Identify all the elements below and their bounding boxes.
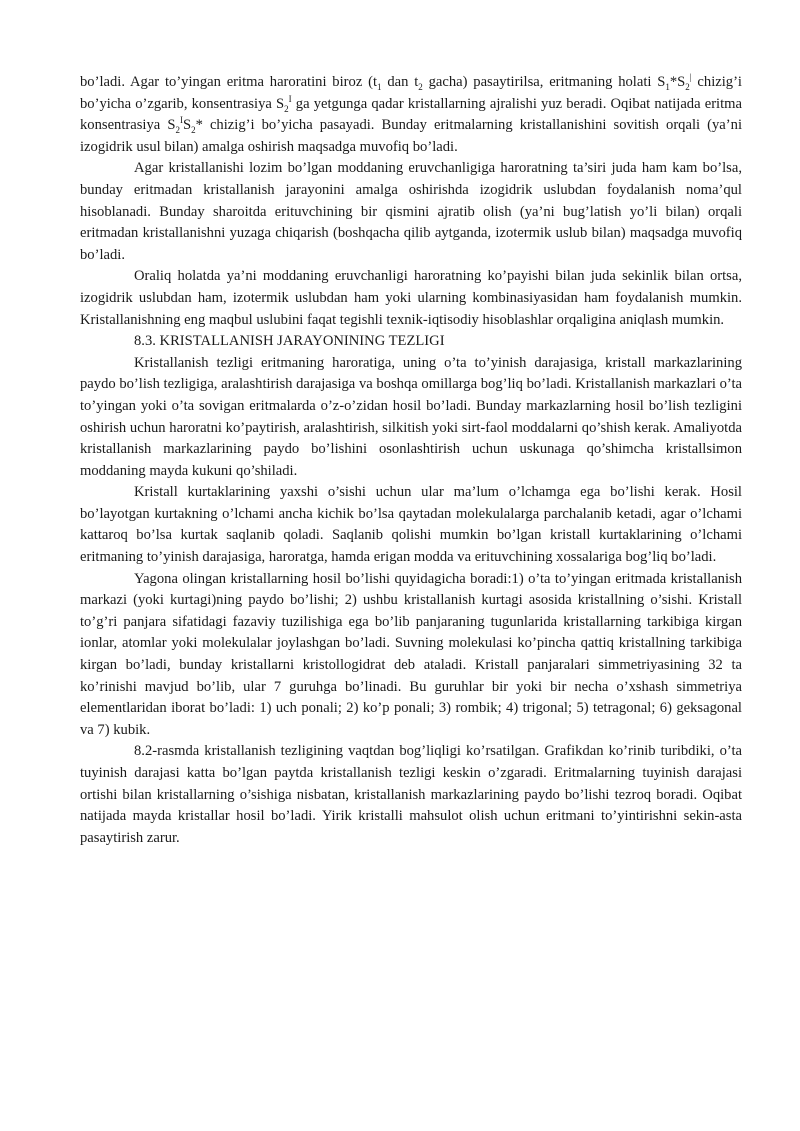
superscript: I — [179, 115, 183, 126]
subscript: 2 — [175, 125, 180, 136]
superscript: | — [689, 72, 692, 83]
subscript: 2 — [191, 125, 196, 136]
paragraph-figure-reference: 8.2-rasmda kristallanish tezligining vaqtdan bog’liqligi ko’rsatilgan. Grafikdan ko’rinib turibdiki, o’ta tuyinish darajasi katta bo’lgan paytda kristallanish tezligi keskin o’zgaradi. Eritmalarning tuyinish darajasi ortishi bilan kristallarning o’sishiga nisbatan, kristallanish markazlarining paydo bo’lishi tezroq boradi. Oqibat natijada mayda kristallar hosil bo’ladi. Yirik kristalli mahsulot olish uchun eritmani to’yintirishni sekin-asta pasaytirish zarur. — [80, 743, 742, 846]
paragraph-intermediate: Oraliq holatda ya’ni moddaning eruvchanligi haroratning ko’payishi bilan juda sekinlik bilan ortsa, izogidrik uslubdan ham, izotermik uslubdan ham yoki ularning kombinasiyasidan ham foydalanish mumkin. Kristallanishning eng maqbul uslubini faqat tegishli texnik-iqtisodiy hisoblashlar orqaligina aniqlash mumkin. — [80, 268, 742, 328]
text-run: S — [182, 117, 192, 134]
text-run: * chizig’i bo’yicha pasayadi. Bunday eritmalarning kristallanishini sovitish orqali (ya’ni izogidrik usul bilan) amalga oshirish maqsadga muvofiq bo’ladi. — [80, 117, 742, 155]
paragraph-continuation — [80, 72, 742, 158]
section-heading: 8.3. KRISTALLANISH JARAYONINING TEZLIGI — [134, 333, 445, 350]
paragraph-isothermal: Agar kristallanishi lozim bo’lgan moddaning eruvchanligiga haroratning ta’siri juda ham kam bo’lsa, bunday eritmadan kristallanish jarayonini amalga oshirishda izogidrik uslubdan foydalanish noma’qul hisoblanadi. Bunday sharoitda erituvchining bir qismini ajratib olish (ya’ni bug’latish yo’li bilan) orqali eritmadan kristallanishni yuzaga chiqarish (boshqacha qilib aytganda, izotermik uslub bilan) maqsadga muvofiq bo’ladi. — [80, 160, 742, 263]
subscript: 2 — [685, 81, 690, 92]
text-run: chizig’i bo’yicha o’zgarib, konsentrasiya S — [80, 74, 742, 112]
document-page — [80, 72, 742, 849]
paragraph-crystal-formation: Yagona olingan kristallarning hosil bo’lishi quyidagicha boradi:1) o’ta to’yingan eritmada kristallanish markazi (yoki kurtagi)ning paydo bo’lishi; 2) ushbu kristallanish kurtagi asosida kristallning o’sishi. Kristall to’g’ri panjara sifatidagi fazaviy tuzilishiga ega bo’lib panjaraning tugunlarida kristallarning tarkibiga kirgan ionlar, atomlar yoki molekulalar joylashgan bo’ladi. Suvning molekulasi ko’pincha qattiq kristallning tarkibiga kirgan bo’ladi, bunday kristallarni kristollogidrat deb ataladi. Kristall panjaralari simmetriyasining 32 ta ko’rinishi mavjud bo’lib, ular 7 guruhga bo’linadi. Bu guruhlar bir yoki bir necha o’xshash simmetriya elementlaridan iborat bo’ladi: 1) uch ponali; 2) ko’p ponali; 3) rombik; 4) trigonal; 5) tetragonal; 6) geksagonal va 7) kubik. — [80, 570, 742, 738]
text-run: bo’ladi. Agar to’yingan eritma haroratini biroz (t — [80, 74, 378, 90]
text-run: dan t — [381, 74, 419, 90]
text-run: ga yetgunga qadar kristallarning ajralishi yuz beradi. Oqibat natijada eritma konsentrasiya S — [80, 95, 742, 134]
paragraph-nuclei: Kristall kurtaklarining yaxshi o’sishi uchun ular ma’lum o’lchamga ega bo’lishi kerak. Hosil bo’layotgan kurtakning o’lchami ancha kichik bo’lsa qaytadan molekulalarga parchalanib ketadi, agar o’lchami kattaroq bo’lsa kurtak saqlanib qoladi. Saqlanib qolishi mumkin bo’lgan kristall kurtaklarining o’lchami eritmaning to’yinish darajasiga, haroratga, hamda erigan modda va erituvchining xossalariga bog’liq bo’ladi. — [80, 484, 742, 566]
superscript: I — [288, 93, 292, 104]
subscript: 1 — [377, 81, 382, 92]
subscript: 2 — [418, 81, 423, 92]
subscript: 1 — [665, 81, 670, 92]
subscript: 2 — [284, 103, 289, 114]
text-run: gacha) pasaytirilsa, eritmaning holati S — [422, 74, 666, 90]
paragraph-rate: Kristallanish tezligi eritmaning haroratiga, uning o’ta to’yinish darajasiga, kristall markazlarining paydo bo’lish tezligiga, aralashtirish darajasiga va boshqa omillarga bog’liq bo’ladi. Kristallanish markazlari o’ta to’yingan yoki o’ta sovigan eritmalarda o’z-o’zidan hosil bo’ladi. Bunday markazlarning hosil bo’lish tezligini oshirish uchun haroratni ko’paytirish, aralashtirish, silkitish yoki sirt-faol moddalarni qo’shish kerak. Amaliyotda kristallanish markazlarining paydo bo’lishini osonlashtirish uchun uskunaga qo’shimcha kristallsimon moddaning mayda kukuni qo’shiladi. — [80, 354, 742, 479]
text-run: *S — [669, 74, 686, 90]
